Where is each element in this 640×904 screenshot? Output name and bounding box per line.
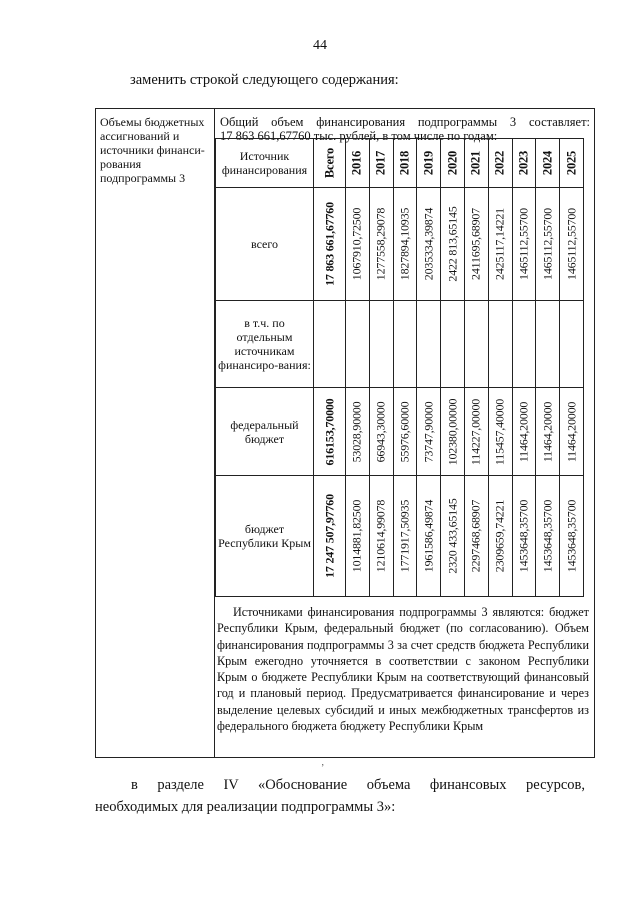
- scan-mark: ʼ: [321, 763, 325, 774]
- table-cell: 2422 813,65145: [441, 188, 465, 301]
- table-cell: 55976,60000: [393, 388, 417, 476]
- table-cell: 1067910,72500: [346, 188, 370, 301]
- table-row: [216, 188, 584, 301]
- table-cell: 1961586,49874: [417, 476, 441, 597]
- page-number: 44: [313, 38, 327, 53]
- header-source: Источник финансирования: [216, 139, 314, 188]
- bottom-paragraph: [95, 774, 585, 818]
- header-year: 2018: [393, 139, 417, 188]
- row-total: [314, 301, 346, 388]
- table-cell: [488, 301, 512, 388]
- intro-text: заменить строкой следующего содержания:: [130, 72, 399, 88]
- header-row: [216, 139, 584, 188]
- table-cell: 11464,20000: [512, 388, 536, 476]
- table-cell: 53028,90000: [346, 388, 370, 476]
- header-year: 2020: [441, 139, 465, 188]
- row-total: 17 247 507,97760: [314, 476, 346, 597]
- table-cell: 1827894,10935: [393, 188, 417, 301]
- table-cell: 1014881,82500: [346, 476, 370, 597]
- table-cell: 2309659,74221: [488, 476, 512, 597]
- table-cell: 2297468,68907: [464, 476, 488, 597]
- header-year: 2017: [369, 139, 393, 188]
- header-total: Всего: [314, 139, 346, 188]
- table-cell: 115457,40000: [488, 388, 512, 476]
- header-year: 2025: [560, 139, 584, 188]
- table-cell: 1277558,29078: [369, 188, 393, 301]
- table-cell: 1210614,99078: [369, 476, 393, 597]
- table-cell: 1771917,50935: [393, 476, 417, 597]
- table-cell: 1453648,35700: [560, 476, 584, 597]
- header-year: 2016: [346, 139, 370, 188]
- row-total: 17 863 661,67760: [314, 188, 346, 301]
- bottom-line-1: в разделе IV «Обоснование объема финансовых ресурсов,: [131, 777, 585, 793]
- table-cell: 11464,20000: [560, 388, 584, 476]
- row-total: 61615З,70000: [314, 388, 346, 476]
- table-cell: 1465112,55700: [512, 188, 536, 301]
- table-cell: 66943,30000: [369, 388, 393, 476]
- table-cell: 1453648,35700: [512, 476, 536, 597]
- header-year: 2023: [512, 139, 536, 188]
- sources-paragraph: [217, 604, 589, 734]
- table-cell: 1453648,35700: [536, 476, 560, 597]
- table-cell: [464, 301, 488, 388]
- left-label: Объемы бюджетных ассигнований и источники финанси-рования подпрограммы 3: [100, 115, 205, 185]
- sources-text: Источниками финансирования подпрограммы 3 являются: бюджет Республики Крым, федеральный бюджет (по согласованию). Объем финансирования подпрограммы 3 за счет средств бюджета Республики Крым ежегодно уточняется в соответствии с законом Республики Крым о бюджете Республики Крым на соответствующий финансовый год и плановый период. Предусматривается финансирование и через выделение целевых субсидий и иных межбюджетных трансфертов из федерального бюджета бюджету Республики Крым: [217, 605, 589, 734]
- total-line-1: Общий объем финансирования подпрограммы 3 составляет:: [220, 115, 590, 129]
- table-cell: [417, 301, 441, 388]
- table-row: [216, 388, 584, 476]
- table-cell: 2320 433,65145: [441, 476, 465, 597]
- row-label: бюджет Республики Крым: [216, 476, 314, 597]
- table-cell: [536, 301, 560, 388]
- table-cell: 11464,20000: [536, 388, 560, 476]
- table-cell: 114227,00000: [464, 388, 488, 476]
- table-cell: 1465112,55700: [536, 188, 560, 301]
- table-cell: [512, 301, 536, 388]
- table-cell: 2035334,39874: [417, 188, 441, 301]
- header-year: 2024: [536, 139, 560, 188]
- financing-table: [215, 138, 584, 597]
- table-cell: [346, 301, 370, 388]
- table-cell: [441, 301, 465, 388]
- table-cell: 73747,90000: [417, 388, 441, 476]
- table-row: [216, 476, 584, 597]
- table-cell: 102380,00000: [441, 388, 465, 476]
- table-cell: 2411695,68907: [464, 188, 488, 301]
- total-line-2: 17 863 661,67760 тыс. рублей, в том числе по годам:: [220, 129, 498, 143]
- table-cell: [393, 301, 417, 388]
- table-row: [216, 301, 584, 388]
- row-label: всего: [216, 188, 314, 301]
- table-cell: [560, 301, 584, 388]
- table-cell: [369, 301, 393, 388]
- header-year: 2019: [417, 139, 441, 188]
- bottom-line-2: необходимых для реализации подпрограммы 3»:: [95, 799, 396, 815]
- row-label: в т.ч. по отдельным источникам финансиро-вания:: [216, 301, 314, 388]
- header-year: 2021: [464, 139, 488, 188]
- table-cell: 1465112,55700: [560, 188, 584, 301]
- header-year: 2022: [488, 139, 512, 188]
- table-cell: 2425117,14221: [488, 188, 512, 301]
- row-label: федеральный бюджет: [216, 388, 314, 476]
